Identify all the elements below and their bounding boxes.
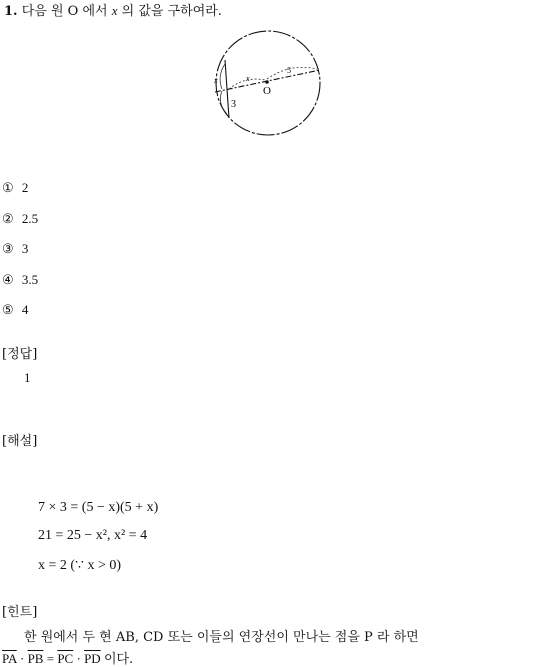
segment-label-5: 5 xyxy=(287,66,291,75)
explanation-heading: [해설] xyxy=(2,434,38,449)
segment-pc: $\overline{PC}$ xyxy=(57,651,74,666)
explanation-line-1: 7 × 3 = (5 − x)(5 + x) xyxy=(38,500,159,515)
answer-heading: [정답] xyxy=(2,347,38,362)
answer-value: 1 xyxy=(24,370,31,385)
question-variable: x xyxy=(111,3,118,18)
dot-operator: · xyxy=(19,651,25,666)
choice-marker: ⑤ xyxy=(2,303,14,318)
center-point xyxy=(265,80,269,84)
choice-marker: ② xyxy=(2,212,14,227)
question-text-after: 의 값을 구하여라. xyxy=(121,4,222,19)
segment-pa: $\overline{PA}$ xyxy=(2,651,17,666)
choice-value: 2 xyxy=(21,180,29,195)
hint-heading: [힌트] xyxy=(2,605,38,620)
choice-value: 3.5 xyxy=(21,272,39,287)
choice-value: 2.5 xyxy=(21,211,39,226)
dot-operator: · xyxy=(76,651,81,666)
question-line xyxy=(4,0,222,19)
segment-pd: $\overline{PD}$ xyxy=(84,651,101,666)
segment-label-x: x xyxy=(246,74,250,83)
choice-value: 4 xyxy=(21,302,29,317)
equals-sign: = xyxy=(46,651,55,666)
segment-label-x-vertical: x xyxy=(214,76,218,85)
choice-value: 3 xyxy=(21,241,29,256)
choice-5[interactable] xyxy=(2,302,28,318)
question-text-before: 다음 원 O 에서 xyxy=(21,4,108,19)
hint-suffix: 이다. xyxy=(103,652,134,667)
segment-label-3: 3 xyxy=(231,99,236,110)
choice-marker: ④ xyxy=(2,273,14,288)
explanation-line-2: 21 = 25 − x², x² = 4 xyxy=(38,528,148,543)
question-number: 1. xyxy=(4,4,18,19)
choice-3[interactable] xyxy=(2,241,28,257)
hint-line-2 xyxy=(2,648,133,667)
choice-4[interactable] xyxy=(2,272,38,288)
brace-x-vertical xyxy=(220,64,225,89)
choice-1[interactable] xyxy=(2,180,28,196)
brace-5 xyxy=(267,67,317,79)
hint-line-1: 한 원에서 두 현 AB, CD 또는 이들의 연장선이 만나는 점을 P 라 하면 xyxy=(24,630,419,645)
center-label: O xyxy=(263,85,271,97)
circle-figure xyxy=(205,28,330,140)
choice-marker: ③ xyxy=(2,242,14,257)
choice-2[interactable] xyxy=(2,211,38,227)
choice-marker: ① xyxy=(2,181,14,196)
explanation-line-3: x = 2 (∵ x > 0) xyxy=(38,558,122,573)
segment-pb: $\overline{PB}$ xyxy=(27,651,44,666)
